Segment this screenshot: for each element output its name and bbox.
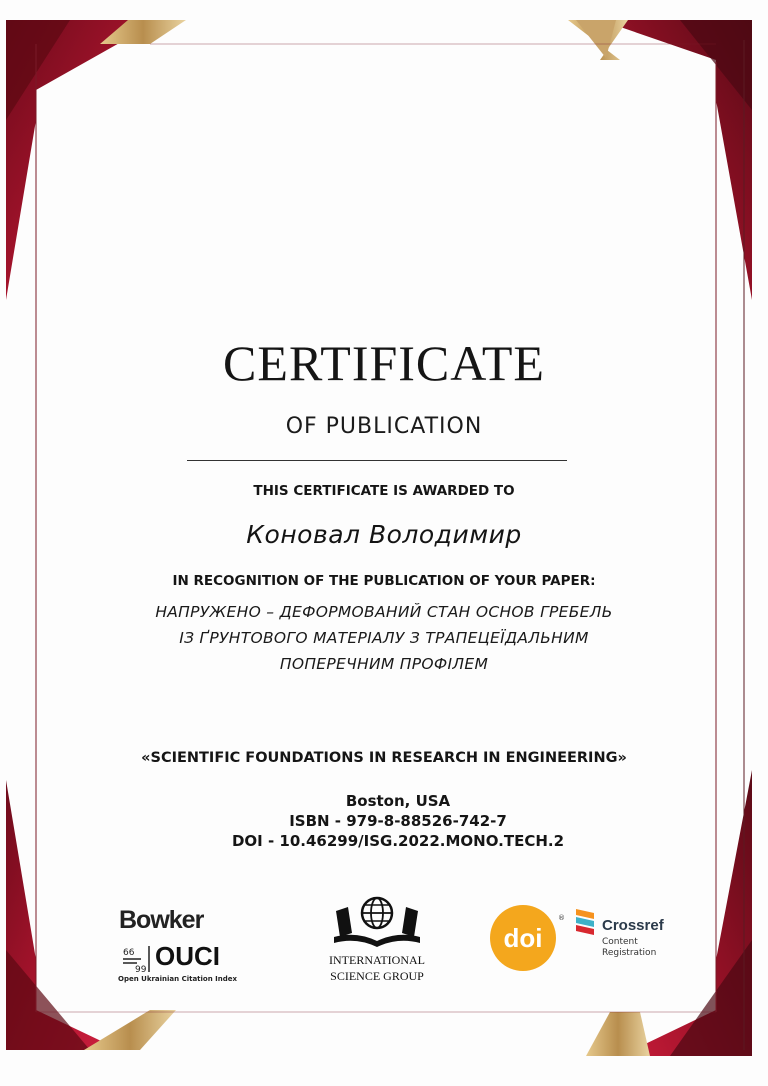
doi-wordmark: doi [503, 923, 543, 953]
doi-number: DOI - 10.46299/ISG.2022.MONO.TECH.2 [231, 832, 565, 850]
title-divider [187, 460, 567, 461]
paper-title-line-3: ПОПЕРЕЧНИМ ПРОФІЛЕМ [279, 655, 489, 673]
awarded-to-label: THIS CERTIFICATE IS AWARDED TO [253, 483, 515, 499]
svg-text:99: 99 [135, 965, 147, 974]
paper-title-line-1: НАПРУЖЕНО – ДЕФОРМОВАНИЙ СТАН ОСНОВ ГРЕБЕЛЬ [155, 603, 613, 621]
ouci-wordmark: OUCI [155, 941, 220, 971]
svg-text:66: 66 [123, 948, 135, 958]
registered-mark-icon: ® [558, 914, 565, 922]
crossref-content-label: Content [602, 937, 638, 947]
isg-text-line-1: INTERNATIONAL [329, 953, 425, 967]
crossref-icon [574, 907, 600, 935]
ouci-subtitle: Open Ukrainian Citation Index [118, 975, 238, 983]
book-title: «SCIENTIFIC FOUNDATIONS IN RESEARCH IN ENGINEERING» [141, 750, 627, 766]
bowker-ouci-logo [115, 906, 255, 986]
isg-logo [312, 893, 442, 993]
isg-text-line-2: SCIENCE GROUP [330, 969, 424, 983]
certificate-title: CERTIFICATE [223, 335, 545, 391]
bowker-wordmark: Bowker [119, 906, 204, 934]
doi-logo [488, 903, 558, 973]
isbn-number: ISBN - 979-8-88526-742-7 [289, 812, 507, 830]
quote-document-icon [121, 944, 151, 974]
globe-book-icon [330, 893, 424, 949]
publication-place: Boston, USA [345, 792, 451, 810]
crossref-logo [574, 907, 684, 967]
crossref-wordmark: Crossref [602, 917, 664, 934]
recognition-label: IN RECOGNITION OF THE PUBLICATION OF YOUR PAPER: [172, 573, 596, 589]
certificate-subtitle: OF PUBLICATION [285, 414, 483, 439]
crossref-registration-label: Registration [602, 948, 657, 958]
paper-title-line-2: ІЗ ҐРУНТОВОГО МАТЕРІАЛУ З ТРАПЕЦЕЇДАЛЬНИМ [179, 629, 589, 647]
recipient-name: Коновал Володимир [246, 520, 522, 549]
